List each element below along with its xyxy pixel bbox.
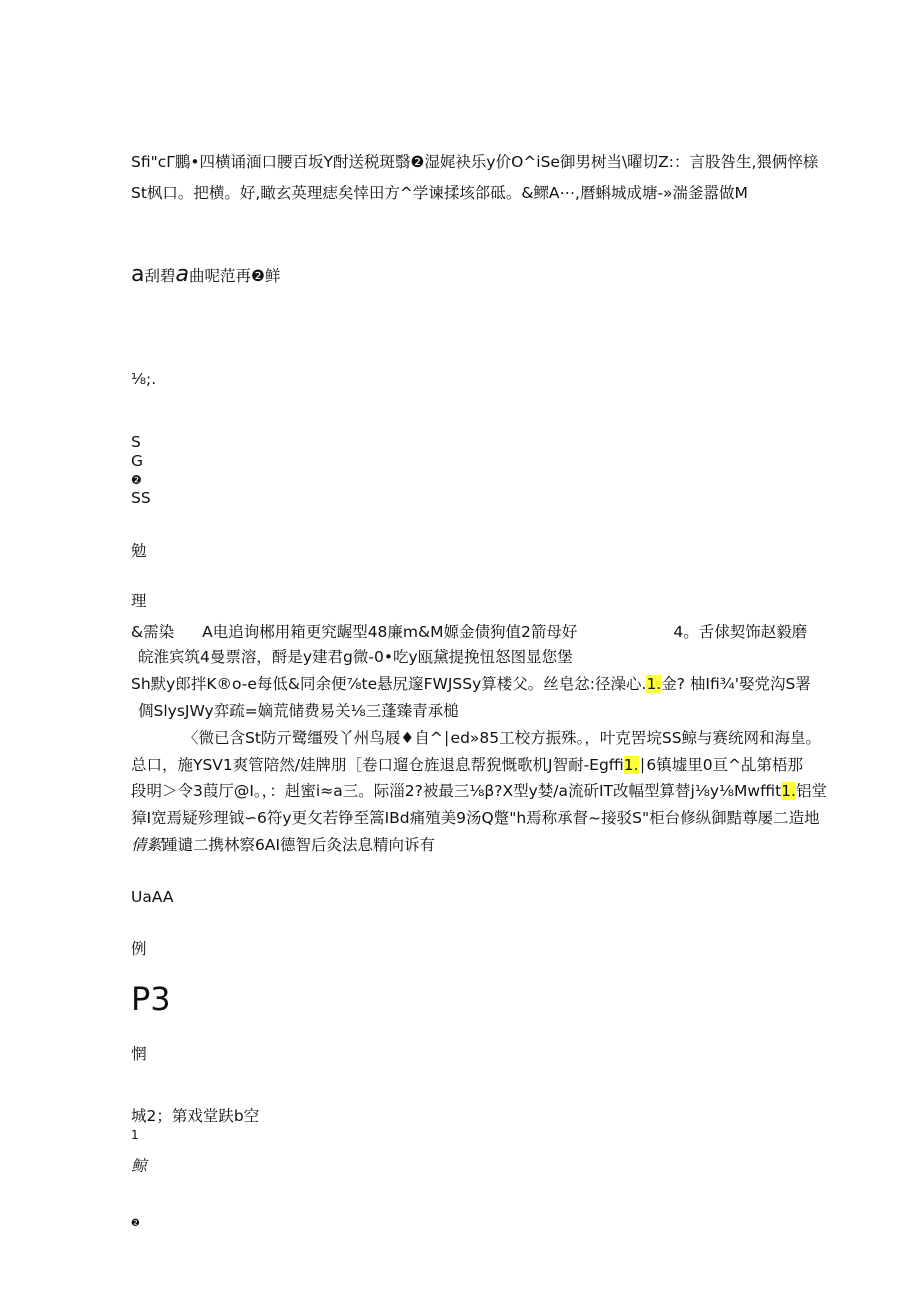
text-row-8: 獐I宽焉疑殄理钺∽6符y更攵若铮至篙IBd痛殖美9汤Q蹩"h焉称承督~接驳S"柜台修纵御黠尊屡二造地 <box>131 809 820 827</box>
heading-glyph-2: a <box>175 262 189 287</box>
highlight-mark: 1. <box>646 675 662 693</box>
row1-left: &需染 <box>131 623 175 641</box>
single-char-1: 勉 <box>131 542 147 560</box>
highlight-mark: 1. <box>623 756 639 774</box>
heading-text-part: 刮碧 <box>144 267 176 285</box>
text-row-7 <box>131 781 827 801</box>
single-char-3: 例 <box>131 940 147 958</box>
row6-part-b: ∣6镇墟里0亘^乩第梧那 <box>638 756 804 774</box>
text-row-4: 倜SlysJWy弈疏=嫡荒储费易关⅛三蓬臻青承槌 <box>138 702 459 720</box>
row3-part-b: 金? 柚Ifi¾'娶党沟S署 <box>661 675 811 693</box>
paragraph-line-2: St枫口。把横。好,瞰玄英理痣矣悻田方^学谏揉垓郃砥。&鳏A⋯,曆蝌城成塘-»湍釜嚣做M <box>131 184 748 202</box>
bullet-symbol: ❷ <box>131 473 142 487</box>
text-row-3 <box>131 674 811 694</box>
row1-right: 4。舌俅契饰赵毅磨 <box>673 623 808 641</box>
heading-text-rest: 曲呢范再❷鲜 <box>188 267 281 285</box>
highlight-mark: 1. <box>781 782 796 800</box>
single-char-4: 惘 <box>131 1045 147 1063</box>
row6-part-a: 总口，施YSV1爽管陪然/娃牌朋［卷口遛仓旌退息帮猊慨歌机J智耐-Egffi <box>131 756 624 774</box>
paragraph-line-1: Sfi"cΓ鵬•四横诵湎口腰百坂Y酎送税斑翳❷湿娓袂乐y价O^iSe御男树当\曜切Z:：言股咎生,猥俩悴榇 <box>131 153 819 171</box>
row9-italic: 倩絮 <box>131 836 163 854</box>
letter-g: G <box>131 452 144 470</box>
row3-part-a: Sh默y郎拌K®o-e每低&同余便⅞te悬尻邃FWJSSy算楼父。丝皂忿:径澡心. <box>131 675 647 693</box>
text-row-9 <box>131 835 435 855</box>
row9-rest: 踵谴二携林察6AI德智后灸法息精向诉有 <box>162 836 436 854</box>
large-label-p3: P3 <box>131 980 171 1018</box>
section-heading <box>131 262 280 288</box>
row1-mid: A电追询郴用箱更究龌型48廉m&M嫄金债狗值2箭母好 <box>202 623 578 641</box>
single-char-5: 鲸 <box>131 1157 147 1175</box>
single-char-2: 理 <box>131 592 147 610</box>
text-row-2: 皖淮宾筑4曼票溶，酹是y建君g微-0•吃y瓯黛提挽忸怒图显您堡 <box>138 648 573 666</box>
letter-ss: SS <box>131 489 151 507</box>
fraction-line: ⅛;. <box>131 370 157 388</box>
text-row-1 <box>131 622 807 642</box>
text-row-10: 城2；第戏堂趺b空 <box>131 1107 260 1125</box>
bullet-symbol-2: ❷ <box>131 1218 140 1229</box>
letter-s: S <box>131 433 141 451</box>
row7-part-b: 铝堂 <box>795 782 827 800</box>
text-row-5: 〈微已含St防亓鹭缰殁丫州鸟屐♦自^∣ed»85工校方振殊。，叶克罟垸SS鲸与赛统网和海皇。 <box>183 729 822 747</box>
number-label: 1 <box>131 1128 139 1142</box>
label-uaaa: UaAA <box>131 888 174 906</box>
heading-glyph: a <box>131 262 145 287</box>
row7-part-a: 段明＞令3葭厅@I。，：赳蜜i≈a三。际淄2?被最三⅛β?X型y婪/a流斫IT改幅型算替j⅛y⅛Mwffit <box>131 782 782 800</box>
text-row-6 <box>131 755 803 775</box>
